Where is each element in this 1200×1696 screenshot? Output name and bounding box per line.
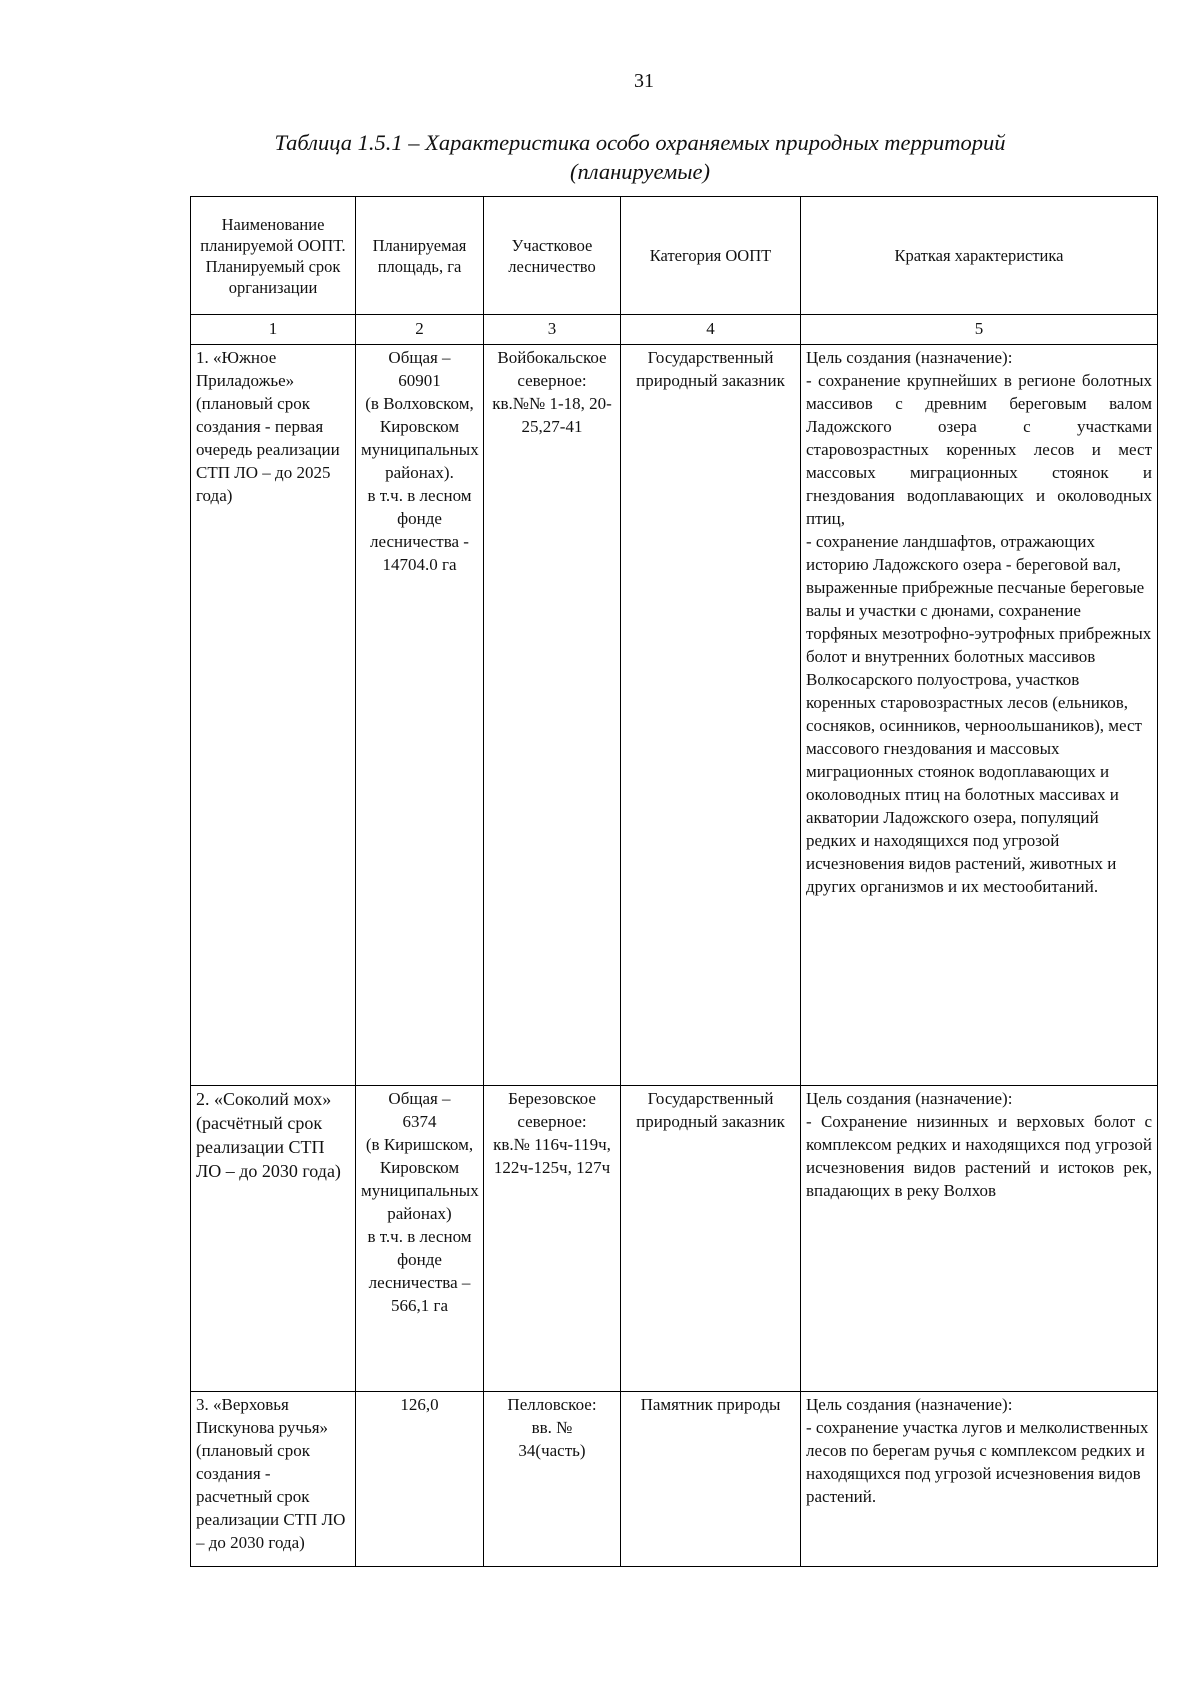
oopt-table (190, 196, 1158, 1567)
description-paragraph: - сохранение участка лугов и мелколиственных лесов по берегам ручья с комплексом редких и находящихся под угрозой исчезновения видов растений. (806, 1418, 1149, 1506)
description-paragraph: - сохранение крупнейших в регионе болотных массивов с древним береговым валом Ладожского озера с участками старовозрастных коренных лесов и мест массовых миграционных стоянок и гнездования водоплавающих и околоводных птиц, (806, 371, 1152, 528)
header-area: Планируемая площадь, га (356, 197, 484, 315)
oopt-area: Общая – 6374 (в Киришском, Кировском муниципальных районах) в т.ч. в лесном фонде лесничества – 566,1 га (356, 1086, 484, 1392)
oopt-description (801, 1086, 1158, 1392)
oopt-area: Общая – 60901 (в Волховском, Кировском муниципальных районах). в т.ч. в лесном фонде лесничества - 14704.0 га (356, 345, 484, 1086)
table-title-line-2: (планируемые) (570, 159, 710, 184)
header-forestry: Участковое лесничество (484, 197, 621, 315)
table-row (191, 1392, 1158, 1567)
oopt-name: 1. «Южное Приладожье» (плановый срок создания - первая очередь реализации СТП ЛО – до 2025 года) (191, 345, 356, 1086)
oopt-area: 126,0 (356, 1392, 484, 1567)
header-description: Краткая характеристика (801, 197, 1158, 315)
oopt-name: 3. «Верховья Пискунова ручья» (плановый срок создания - расчетный срок реализации СТП ЛО – до 2030 года) (191, 1392, 356, 1567)
table-row (191, 345, 1158, 1086)
table-row (191, 1086, 1158, 1392)
header-name: Наименование планируемой ООПТ. Планируемый срок организации (191, 197, 356, 315)
description-goal: Цель создания (назначение): (806, 1395, 1013, 1414)
oopt-description (801, 1392, 1158, 1567)
oopt-category: Государственный природный заказник (621, 1086, 801, 1392)
header-category: Категория ООПТ (621, 197, 801, 315)
oopt-forestry: Войбокальское северное: кв.№№ 1-18, 20-25,27-41 (484, 345, 621, 1086)
oopt-name: 2. «Соколий мох» (расчётный срок реализации СТП ЛО – до 2030 года) (191, 1086, 356, 1392)
table-title (190, 128, 1090, 186)
oopt-category: Государственный природный заказник (621, 345, 801, 1086)
column-number: 2 (356, 315, 484, 345)
oopt-forestry: Пелловское: вв. № 34(часть) (484, 1392, 621, 1567)
oopt-description (801, 345, 1158, 1086)
description-paragraph: - сохранение ландшафтов, отражающих историю Ладожского озера - береговой вал, выраженные прибрежные песчаные береговые валы и участки с дюнами, сохранение торфяных мезотрофно-эутрофных прибрежных болот и внутренних болотных массивов Волкосарского полуострова, участков коренных старовозрастных лесов (ельников, сосняков, осинников, черноольшаников), мест массового гнездования и массовых миграционных стоянок водоплавающих и околоводных птиц на болотных массивах и акватории Ладожского озера, популяций редких и находящихся под угрозой исчезновения видов растений, животных и других организмов и их местообитаний. (806, 532, 1152, 896)
column-number: 3 (484, 315, 621, 345)
description-paragraph: - Сохранение низинных и верховых болот с комплексом редких и находящихся под угрозой исчезновения видов растений и истоков рек, впадающих в реку Волхов (806, 1112, 1152, 1200)
column-number-row (191, 315, 1158, 345)
column-number: 1 (191, 315, 356, 345)
column-number: 5 (801, 315, 1158, 345)
header-row (191, 197, 1158, 315)
oopt-forestry: Березовское северное: кв.№ 116ч-119ч, 122ч-125ч, 127ч (484, 1086, 621, 1392)
page-number: 31 (634, 70, 654, 92)
column-number: 4 (621, 315, 801, 345)
oopt-category: Памятник природы (621, 1392, 801, 1567)
table-title-line-1: Таблица 1.5.1 – Характеристика особо охраняемых природных территорий (274, 130, 1006, 155)
description-goal: Цель создания (назначение): (806, 348, 1013, 367)
description-goal: Цель создания (назначение): (806, 1089, 1013, 1108)
